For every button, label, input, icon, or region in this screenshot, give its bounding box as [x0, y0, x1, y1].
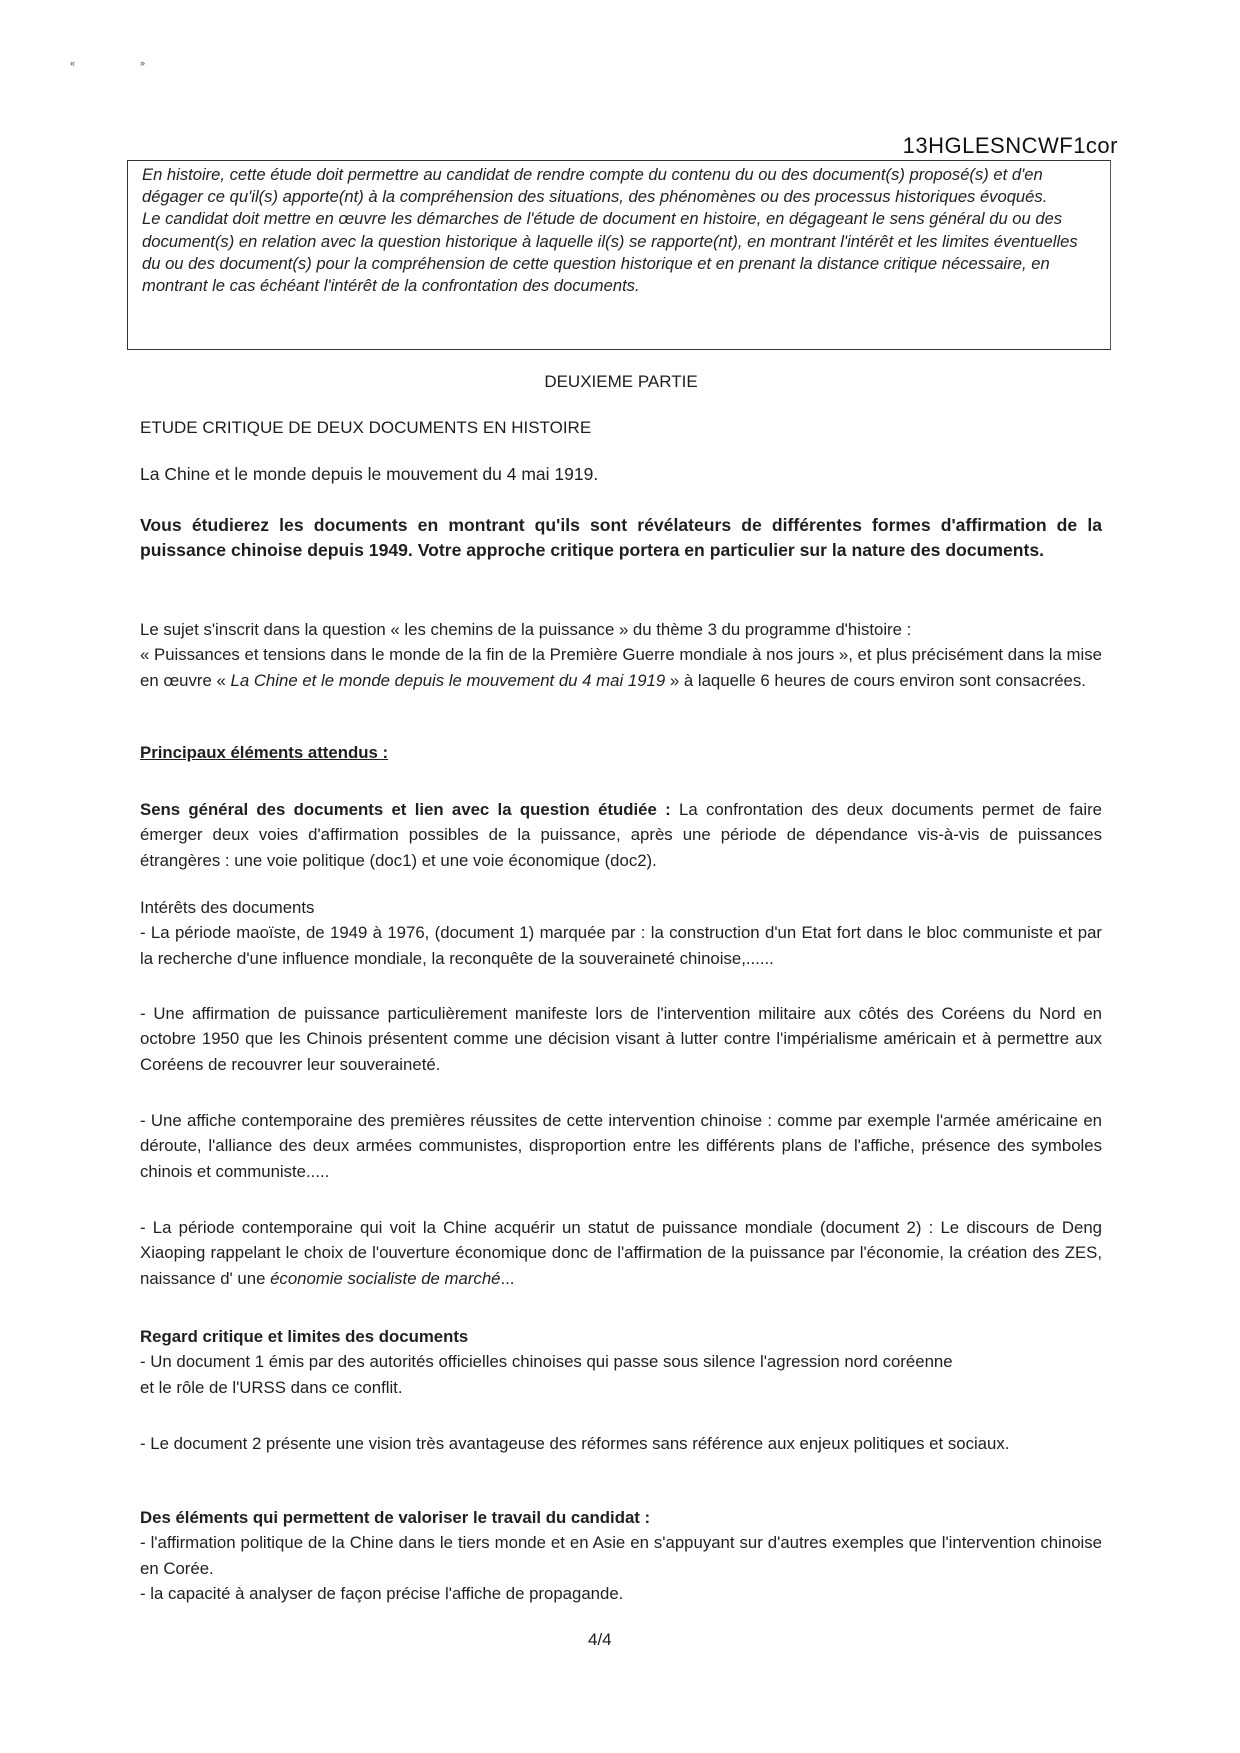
interets-item: [140, 1215, 1102, 1291]
subject-theme: La Chine et le monde depuis le mouvement du 4 mai 1919.: [140, 464, 599, 484]
scan-mark: «: [70, 58, 76, 68]
document-code: 13HGLESNCWF1cor: [902, 133, 1118, 158]
context-text: » à laquelle 6 heures de cours environ sont consacrées.: [665, 670, 1086, 690]
page-number: 4/4: [588, 1630, 612, 1649]
context-line: [140, 642, 1102, 693]
interets-section: [140, 895, 1102, 971]
interets-item: - Une affirmation de puissance particulièrement manifeste lors de l'intervention militaire aux côtés des Coréens du Nord en octobre 1950 que les Chinois présentent comme une décision visant à lutter contre l'impérialisme américain et à permettre aux Coréens de recouvrer leur souveraineté.: [140, 1004, 1102, 1074]
regard-section: [140, 1324, 1102, 1400]
part-title: DEUXIEME PARTIE: [544, 372, 698, 391]
interets-text: ...: [500, 1268, 515, 1288]
regard-heading: Regard critique et limites des documents: [140, 1327, 469, 1346]
interets-heading: Intérêts des documents: [140, 898, 315, 917]
instructions-paragraph: En histoire, cette étude doit permettre au candidat de rendre compte du contenu du ou des document(s) proposé(s) et d'en dégager ce qu'il(s) apporte(nt) à la compréhension des situations, des phénomènes ou des processus historiques évoqués.: [142, 165, 1048, 207]
interets-text: - La période contemporaine qui voit la Chine acquérir un statut de puissance mondiale (document 2) : Le discours de Deng Xiaoping rappelant le choix de l'ouverture économique donc de l'affirmation de la puissance par l'économie, la création des ZES, naissance d' une: [140, 1218, 1102, 1288]
regard-item: - Le document 2 présente une vision très avantageuse des réformes sans référence aux enjeux politiques et sociaux.: [140, 1434, 1010, 1453]
sens-general-text: La confrontation des deux documents permet de faire émerger deux voies d'affirmation possibles de la puissance, après une période de dépendance vis-à-vis de puissances étrangères : une voie politique (doc1) et une voie économique (doc2).: [140, 800, 1102, 870]
context-text: « Puissances et tensions dans le monde de la fin de la Première Guerre mondiale à nos jours », et plus précisément dans la mise en œuvre «: [140, 645, 1102, 690]
interets-item: - La période maoïste, de 1949 à 1976, (document 1) marquée par : la construction d'un Etat fort dans le bloc communiste et par la recherche d'une influence mondiale, la reconquête de la souveraineté chinoise,......: [140, 923, 1102, 968]
subject-instruction: Vous étudierez les documents en montrant qu'ils sont révélateurs de différentes formes d'affirmation de la puissance chinoise depuis 1949. Votre approche critique portera en particulier sur la nature des documents.: [140, 515, 1102, 561]
valoriser-item: - la capacité à analyser de façon précise l'affiche de propagande.: [140, 1584, 624, 1604]
valoriser-heading: Des éléments qui permettent de valoriser le travail du candidat :: [140, 1508, 651, 1527]
interets-italic: économie socialiste de marché: [270, 1268, 501, 1288]
sens-general-paragraph: [140, 797, 1102, 873]
part-subtitle: ETUDE CRITIQUE DE DEUX DOCUMENTS EN HISTOIRE: [140, 418, 592, 437]
context-line: Le sujet s'inscrit dans la question « les chemins de la puissance » du thème 3 du programme d'histoire :: [140, 620, 912, 639]
expected-heading: Principaux éléments attendus :: [140, 743, 389, 762]
instructions-paragraph: Le candidat doit mettre en œuvre les démarches de l'étude de document en histoire, en dégageant le sens général du ou des document(s) en relation avec la question historique à laquelle il(s) se rapporte(nt), en montrant l'intérêt et les limites éventuelles du ou des document(s) pour la compréhension de cette question historique et en prenant la distance critique nécessaire, en montrant le cas échéant l'intérêt de la confrontation des documents.: [142, 209, 1078, 296]
sens-general-label: Sens général des documents et lien avec la question étudiée :: [140, 800, 671, 819]
regard-item: - Un document 1 émis par des autorités officielles chinoises qui passe sous silence l'agression nord coréenne et le rôle de l'URSS dans ce conflit.: [140, 1352, 953, 1397]
scan-mark: »: [140, 58, 146, 68]
valoriser-section: [140, 1505, 1102, 1607]
context-program-title: La Chine et le monde depuis le mouvement du 4 mai 1919: [230, 670, 666, 690]
context-paragraph: [140, 617, 1102, 693]
instructions-box: [127, 160, 1111, 350]
valoriser-item: - l'affirmation politique de la Chine dans le tiers monde et en Asie en s'appuyant sur d'autres exemples que l'intervention chinoise en Corée.: [140, 1533, 1102, 1578]
interets-item: - Une affiche contemporaine des premières réussites de cette intervention chinoise : comme par exemple l'armée américaine en déroute, l'alliance des deux armées communistes, disproportion entre les différents plans de l'affiche, présence des symboles chinois et communiste.....: [140, 1111, 1102, 1181]
